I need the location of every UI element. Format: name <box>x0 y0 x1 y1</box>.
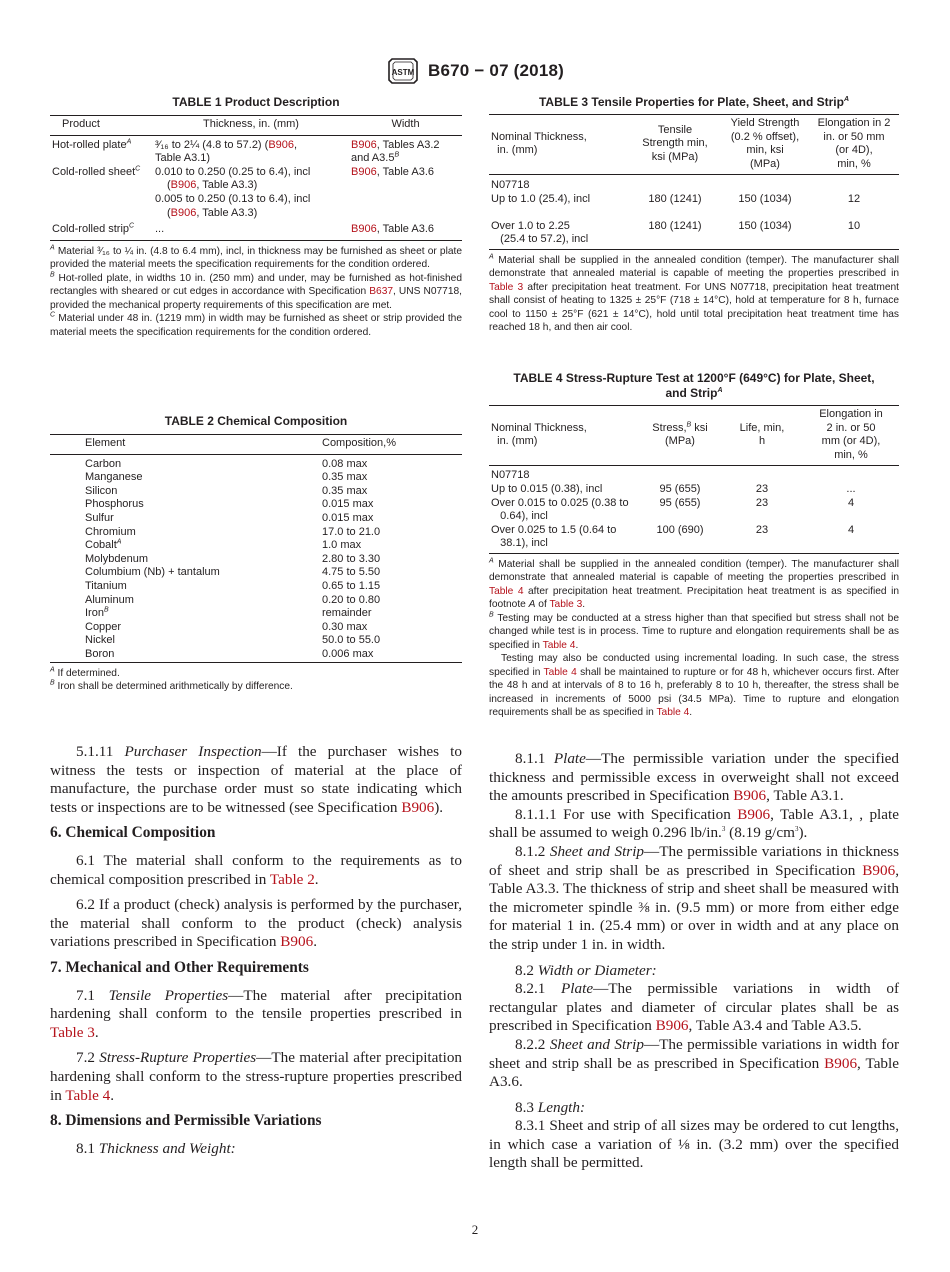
paragraph-8-1: 8.1 Thickness and Weight: <box>76 1139 236 1157</box>
page-number: 2 <box>471 1222 479 1237</box>
table-3-header-tensile: Tensile Strength min, ksi (MPa) <box>642 123 708 163</box>
table-1 <box>50 95 462 339</box>
section-heading-7: 7. Mechanical and Other Requirements <box>50 958 309 976</box>
svg-text:ASTM: ASTM <box>391 68 415 77</box>
table-row: Over 1.0 to 2.25 (25.4 to 57.2), incl 180 (1241) 150 (1034) 10 <box>489 207 899 250</box>
link-b906[interactable]: B906 <box>862 861 896 879</box>
table-row: Up to 1.0 (25.4), incl 180 (1241) 150 (1034) 12 <box>491 192 861 205</box>
table-3-footnotes <box>489 254 899 335</box>
paragraph-8-3: 8.3 Length: <box>515 1098 586 1116</box>
table-row: Aluminum 0.20 to 0.80 <box>85 593 381 606</box>
link-b906[interactable]: B906 <box>733 787 767 805</box>
footnote: $^A$ If determined. <box>50 666 120 679</box>
table-1-header-width: Width <box>391 118 420 130</box>
footnote: $^C$ Material under 48 in. (1219 mm) in width may be furnished as sheet or strip provided the material meets the specification requirements for the condition ordered. <box>50 311 462 338</box>
table-4-title: TABLE 4 Stress-Rupture Test at 1200°F (649°C) for Plate, Sheet, and Strip$^A$ <box>513 371 875 400</box>
link-table-4[interactable]: Table 4 <box>542 639 576 651</box>
table-row: N07718 <box>491 469 530 482</box>
table-4-grid <box>489 405 899 554</box>
link-b906[interactable]: B906 <box>655 1017 689 1035</box>
paragraph-8-2: 8.2 Width or Diameter: <box>515 961 657 979</box>
table-row: Over 0.015 to 0.025 (0.38 to 0.64), incl 95 (655) 23 4 <box>491 496 855 523</box>
document-designation: B670 − 07 (2018) <box>428 61 564 80</box>
table-row: Titanium 0.65 to 1.15 <box>85 579 381 592</box>
footnote: Testing may also be conducted using incremental loading. In such case, the stress specified in Table 4 shall be maintained to rupture or for 48 h, whichever occurs first. After the 48 h and at intervals of 8 to 16 h, preferably 8 to 10 h, thereafter, the stress shall be increased in increments of 5000 psi (34.5 MPa). Time to rupture and elongation requirements shall be as specified in Table 4. <box>489 653 899 719</box>
link-table-3[interactable]: Table 3 <box>489 281 524 293</box>
table-row: Over 0.025 to 1.5 (0.64 to 38.1), incl 100 (690) 23 4 <box>489 524 899 554</box>
paragraph-8-1-2: 8.1.2 Sheet and Strip—The permissible variations in thickness of sheet and strip shall be as prescribed in Specification B906, Table A3.3. The thickness of strip and sheet shall be measured with the micrometer spindle ⅜ in. (9.5 mm) or more from either edge for material 1 in. (25.4 mm) or over in width and at any place on the strip under 1 in. in width. <box>489 842 899 953</box>
table-row: Cold-rolled strip$^C$ ... B906, Table A3.6 <box>50 220 462 240</box>
table-row: Sulfur 0.015 max <box>85 511 374 524</box>
table-4-header-life: Life, min, h <box>739 421 785 448</box>
table-1-title: TABLE 1 Product Description <box>172 95 340 109</box>
table-4 <box>489 371 899 720</box>
table-row: Silicon 0.35 max <box>85 484 368 497</box>
table-row: Iron$^B$ remainder <box>85 606 372 620</box>
section-heading-8: 8. Dimensions and Permissible Variations <box>50 1112 322 1130</box>
paragraph-8-1-1-1: 8.1.1.1 For use with Specification B906, Table A3.1, , plate shall be assumed to weigh 0.296 lb/in.$^3$ (8.19 $g/cm^3$). <box>489 805 899 842</box>
link-b906[interactable]: B906 <box>351 165 377 178</box>
table-row: Up to 0.015 (0.38), incl 95 (655) 23 ... <box>491 482 856 495</box>
table-2-grid <box>50 434 462 663</box>
link-b906[interactable]: B906 <box>351 223 377 236</box>
table-row: Molybdenum 2.80 to 3.30 <box>85 552 381 565</box>
table-row: Phosphorus 0.015 max <box>85 498 374 511</box>
paragraph-5-1-11: 5.1.11 Purchaser Inspection—If the purchaser wishes to witness the tests or inspection of material at the place of manufacture, the purchase order must so state indicating which tests or inspections are to be witnessed (see Specification B906). <box>50 743 462 816</box>
table-row: Chromium 17.0 to 21.0 <box>85 525 381 538</box>
paragraph-6-1: 6.1 The material shall conform to the requirements as to chemical composition prescribed in Table 2. <box>50 851 462 888</box>
table-1-header-product: Product <box>62 118 100 130</box>
table-3-header-yield: Yield Strength (0.2 % offset), min, ksi (MPa) <box>730 117 800 170</box>
table-2-footnotes <box>50 667 462 694</box>
footnote: $^B$ Testing may be conducted at a stress higher than that specified but stress shall not be changed while test is in process. Time to rupture and elongation requirements shall be as specified in Table 4. <box>489 611 899 651</box>
footnote: $^A$ Material shall be supplied in the annealed condition (temper). The manufacturer shall demonstrate that annealed material is capable of meeting the properties prescribed in Table 3 after precipitation heat treatment. For UNS N07718, precipitation heat treatment shall consist of heating to 1325 ± 25°F (718 ± 14°C), hold at temperature for 8 h, furnace cool to 1150 ± 25°F (621 ± 14°C), hold until total precipitation heat treatment time has reached 18 h, and then air cool. <box>489 253 899 334</box>
link-b906[interactable]: B906 <box>737 805 771 823</box>
table-row: Nickel 50.0 to 55.0 <box>85 634 381 647</box>
paragraph-8-3-1: 8.3.1 Sheet and strip of all sizes may be ordered to cut lengths, in which case a variation of ⅛ in. (3.2 mm) over the specified length shall be permitted. <box>489 1117 899 1172</box>
table-4-header-elongation: Elongation in 2 in. or 50 mm (or 4D), min, % <box>819 408 883 461</box>
table-3-header-elongation: Elongation in 2 in. or 50 mm (or 4D), min, % <box>817 117 891 170</box>
table-row: Boron 0.006 max <box>50 648 462 662</box>
link-b906[interactable]: B906 <box>280 933 314 951</box>
paragraph-8-2-2: 8.2.2 Sheet and Strip—The permissible variations in width for sheet and strip shall be as prescribed in Specification B906, Table A3.6. <box>489 1035 899 1091</box>
footnote: $^B$ Iron shall be determined arithmetically by difference. <box>50 679 293 692</box>
table-row: N07718 <box>491 179 530 192</box>
link-b906[interactable]: B906 <box>170 206 197 219</box>
paragraph-6-2: 6.2 If a product (check) analysis is performed by the purchaser, the material shall conform to the product (check) analysis variations prescribed in Specification B906. <box>50 896 462 951</box>
table-row: Manganese 0.35 max <box>85 471 368 484</box>
table-3 <box>489 95 899 335</box>
link-table-2[interactable]: Table 2 <box>269 870 315 888</box>
footnote: $^A$ Material ³⁄₁₆ to ¼ in. (4.8 to 6.4 mm), incl, in thickness may be furnished as sheet or plate provided the material meets the specification requirements for the condition ordered. <box>50 244 462 271</box>
table-3-title: TABLE 3 Tensile Properties for Plate, Sheet, and Strip$^A$ <box>538 95 850 109</box>
table-3-grid <box>489 114 899 250</box>
table-2-header-element: Element <box>85 437 126 449</box>
link-b906[interactable]: B906 <box>401 798 435 816</box>
table-row: Cold-rolled sheet$^C$ 0.010 to 0.250 (0.25 to 6.4), incl (B906, Table A3.3) 0.005 to 0.250 (0.13 to 6.4), incl (B906, Table A3.3) B906, Table A3.6 <box>52 165 434 219</box>
table-3-header-thickness: Nominal Thickness, in. (mm) <box>491 130 587 157</box>
footnote: $^A$ Material shall be supplied in the annealed condition (temper). The manufacturer shall demonstrate that annealed material is capable of meeting the properties prescribed in Table 4 after precipitation heat treatment. Precipitation heat treatment is as specified in footnote A of Table 3. <box>489 557 899 611</box>
table-1-footnotes <box>50 245 462 340</box>
footnote: $^B$ Hot-rolled plate, in widths 10 in. (250 mm) and under, may be furnished as hot-finished rectangles with sheared or cut edges in accordance with Specification B637, UNS N07718, provided the mechanical property requirements of this specification are met. <box>50 271 462 311</box>
page-header <box>0 56 950 86</box>
link-table-4[interactable]: Table 4 <box>656 707 690 719</box>
table-row: Hot-rolled plate$^A$ ³⁄₁₆ to 2¼ (4.8 to 57.2) (B906, Table A3.1) B906, Tables A3.2 and $A3.5^B$ <box>52 137 440 165</box>
left-column-text <box>50 743 462 1158</box>
section-heading-6: 6. Chemical Composition <box>50 824 216 842</box>
paragraph-7-2: 7.2 Stress-Rupture Properties—The material after precipitation hardening shall conform to the stress-rupture properties prescribed in Table 4. <box>50 1049 463 1104</box>
link-table-4[interactable]: Table 4 <box>543 666 577 678</box>
table-1-grid <box>50 115 462 241</box>
link-b906[interactable]: B906 <box>351 138 377 151</box>
table-4-header-thickness: Nominal Thickness, in. (mm) <box>491 421 587 448</box>
link-b906[interactable]: B906 <box>824 1054 858 1072</box>
paragraph-8-2-1: 8.2.1 Plate—The permissible variations in width of rectangular plates and diameter of circular plates shall be as prescribed in Specification B906, Table A3.4 and Table A3.5. <box>489 980 899 1035</box>
link-table-4[interactable]: Table 4 <box>489 585 524 597</box>
link-table-3[interactable]: Table 3 <box>50 1023 95 1041</box>
link-table-3[interactable]: Table 3 <box>549 599 583 611</box>
right-column-text <box>489 750 899 1173</box>
table-row: Carbon 0.08 max <box>85 457 368 470</box>
link-b906[interactable]: B906 <box>170 179 197 192</box>
table-2 <box>50 414 462 694</box>
paragraph-8-1-1: 8.1.1 Plate—The permissible variation under the specified thickness and permissible excess in overweight shall not exceed the amounts prescribed in Specification B906, Table A3.1. <box>489 750 899 805</box>
paragraph-7-1: 7.1 Tensile Properties—The material after precipitation hardening shall conform to the tensile properties prescribed in Table 3. <box>50 986 463 1041</box>
table-4-footnotes <box>489 558 899 720</box>
link-b906[interactable]: B906 <box>268 138 295 151</box>
table-row: Columbium (Nb) + tantalum 4.75 to 5.50 <box>85 566 381 579</box>
table-row: Copper 0.30 max <box>85 620 368 633</box>
table-row: Cobalt$^A$ 1.0 max <box>85 538 362 552</box>
table-2-header-composition: Composition,% <box>322 437 396 449</box>
link-table-4[interactable]: Table 4 <box>65 1086 111 1104</box>
link-b637[interactable]: B637 <box>369 286 394 298</box>
astm-logo-icon <box>386 56 420 86</box>
table-4-header-stress: Stress,$^B$ ksi (MPa) <box>652 420 708 448</box>
table-1-header-thickness: Thickness, in. (mm) <box>203 118 299 130</box>
table-2-title: TABLE 2 Chemical Composition <box>164 414 348 428</box>
